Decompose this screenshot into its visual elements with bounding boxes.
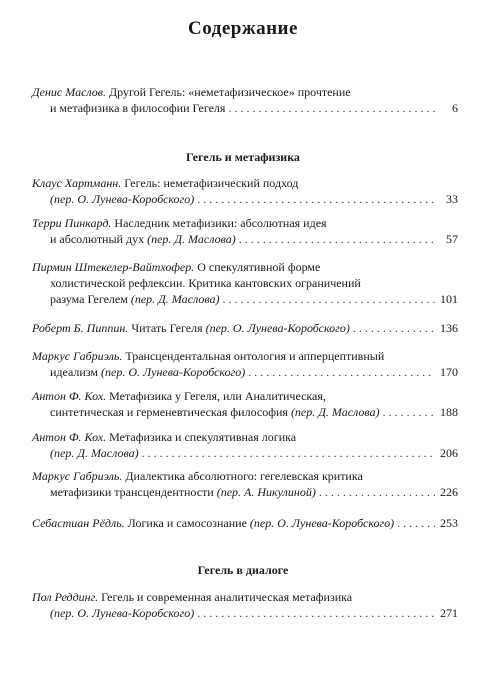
page-number: 33	[446, 192, 458, 206]
entry-translator: (пер. А. Никулиной)	[216, 485, 316, 499]
entry-title: Логика и самосознание	[124, 516, 250, 530]
entry-author: Роберт Б. Пиппин.	[32, 321, 129, 335]
page-number: 6	[452, 101, 458, 115]
entry-author: Денис Маслов.	[32, 85, 106, 99]
page-number: 101	[440, 292, 458, 306]
leader-dots	[248, 364, 435, 380]
entry-title-cont: синтетическая и герменевтическая философия	[50, 405, 291, 419]
entry-title-cont: разума Гегелем	[50, 292, 131, 306]
entry-author: Пирмин Штекелер-Вайтхофер.	[32, 260, 195, 274]
leader-dots	[239, 231, 435, 247]
entry-title-cont: идеализм	[50, 365, 102, 379]
entry-author: Клаус Хартманн.	[32, 176, 122, 190]
entry-title: Диалектика абсолютного: гегелевская критика	[122, 469, 363, 483]
section-heading: Гегель и метафизика	[186, 150, 300, 164]
entry-translator: (пер. О. Лунева-Коробского)	[50, 192, 195, 206]
entry-author: Себастиан Рёдль.	[32, 516, 125, 530]
leader-dots	[197, 605, 435, 621]
entry-translator: (пер. О. Лунева-Коробского)	[101, 365, 246, 379]
leader-dots	[197, 191, 435, 207]
entry-author: Маркус Габриэль.	[32, 469, 123, 483]
entry-title: Гегель: неметафизический подход	[121, 176, 299, 190]
toc-entry	[32, 348, 458, 380]
entry-title-cont: и абсолютный дух	[50, 232, 148, 246]
entry-translator: (пер. Д. Маслова)	[130, 292, 220, 306]
section-heading: Гегель в диалоге	[197, 563, 289, 577]
leader-dots	[383, 404, 435, 420]
toc-entry	[32, 320, 458, 336]
leader-dots	[319, 484, 435, 500]
toc-entry	[32, 468, 458, 500]
entry-title-cont: холистической рефлексии. Критика кантовских ограничений	[50, 276, 361, 290]
entry-author: Пол Реддинг.	[32, 590, 99, 604]
entry-title: Наследник метафизики: абсолютная идея	[111, 216, 327, 230]
entry-title: Гегель и современная аналитическая метафизика	[98, 590, 353, 604]
entry-title: Трансцендентальная онтология и апперцептивный	[122, 349, 385, 363]
entry-title-cont: метафизики трансцендентности	[50, 485, 217, 499]
toc-entry	[32, 429, 458, 461]
toc-entry	[32, 84, 458, 116]
toc-entry	[32, 215, 458, 247]
toc-entry	[32, 388, 458, 420]
entry-title-cont: и метафизика в философии Гегеля	[50, 101, 226, 115]
entry-author: Антон Ф. Кох.	[32, 430, 107, 444]
leader-dots	[142, 445, 435, 461]
toc-entry	[32, 589, 458, 621]
entry-translator: (пер. Д. Маслова)	[50, 446, 139, 460]
page-number: 253	[440, 516, 458, 530]
entry-translator: (пер. Д. Маслова)	[147, 232, 236, 246]
entry-title: Другой Гегель: «неметафизическое» прочтение	[105, 85, 351, 99]
page-number: 136	[440, 321, 458, 335]
entry-title: Читать Гегеля	[128, 321, 206, 335]
entry-translator: (пер. О. Лунева-Коробского)	[249, 516, 395, 530]
page-number: 188	[440, 405, 458, 419]
entry-translator: (пер. О. Лунева-Коробского)	[205, 321, 350, 335]
toc-entry	[32, 515, 458, 531]
page-title: Содержание	[188, 18, 298, 39]
entry-author: Антон Ф. Кох.	[32, 389, 107, 403]
entry-author: Терри Пинкард.	[32, 216, 112, 230]
leader-dots	[353, 320, 435, 336]
leader-dots	[228, 100, 435, 116]
entry-translator: (пер. Д. Маслова)	[290, 405, 380, 419]
entry-translator: (пер. О. Лунева-Коробского)	[50, 606, 195, 620]
leader-dots	[222, 291, 435, 307]
entry-title: О спекулятивной форме	[194, 260, 321, 274]
entry-title: Метафизика у Гегеля, или Аналитическая,	[106, 389, 326, 403]
leader-dots	[397, 515, 435, 531]
page-number: 170	[440, 365, 458, 379]
entry-author: Маркус Габриэль.	[32, 349, 123, 363]
page-number: 206	[440, 446, 458, 460]
toc-entry	[32, 259, 458, 307]
page-number: 271	[440, 606, 458, 620]
entry-title: Метафизика и спекулятивная логика	[106, 430, 297, 444]
page-number: 57	[446, 232, 458, 246]
toc-entry	[32, 175, 458, 207]
page-number: 226	[440, 485, 458, 499]
